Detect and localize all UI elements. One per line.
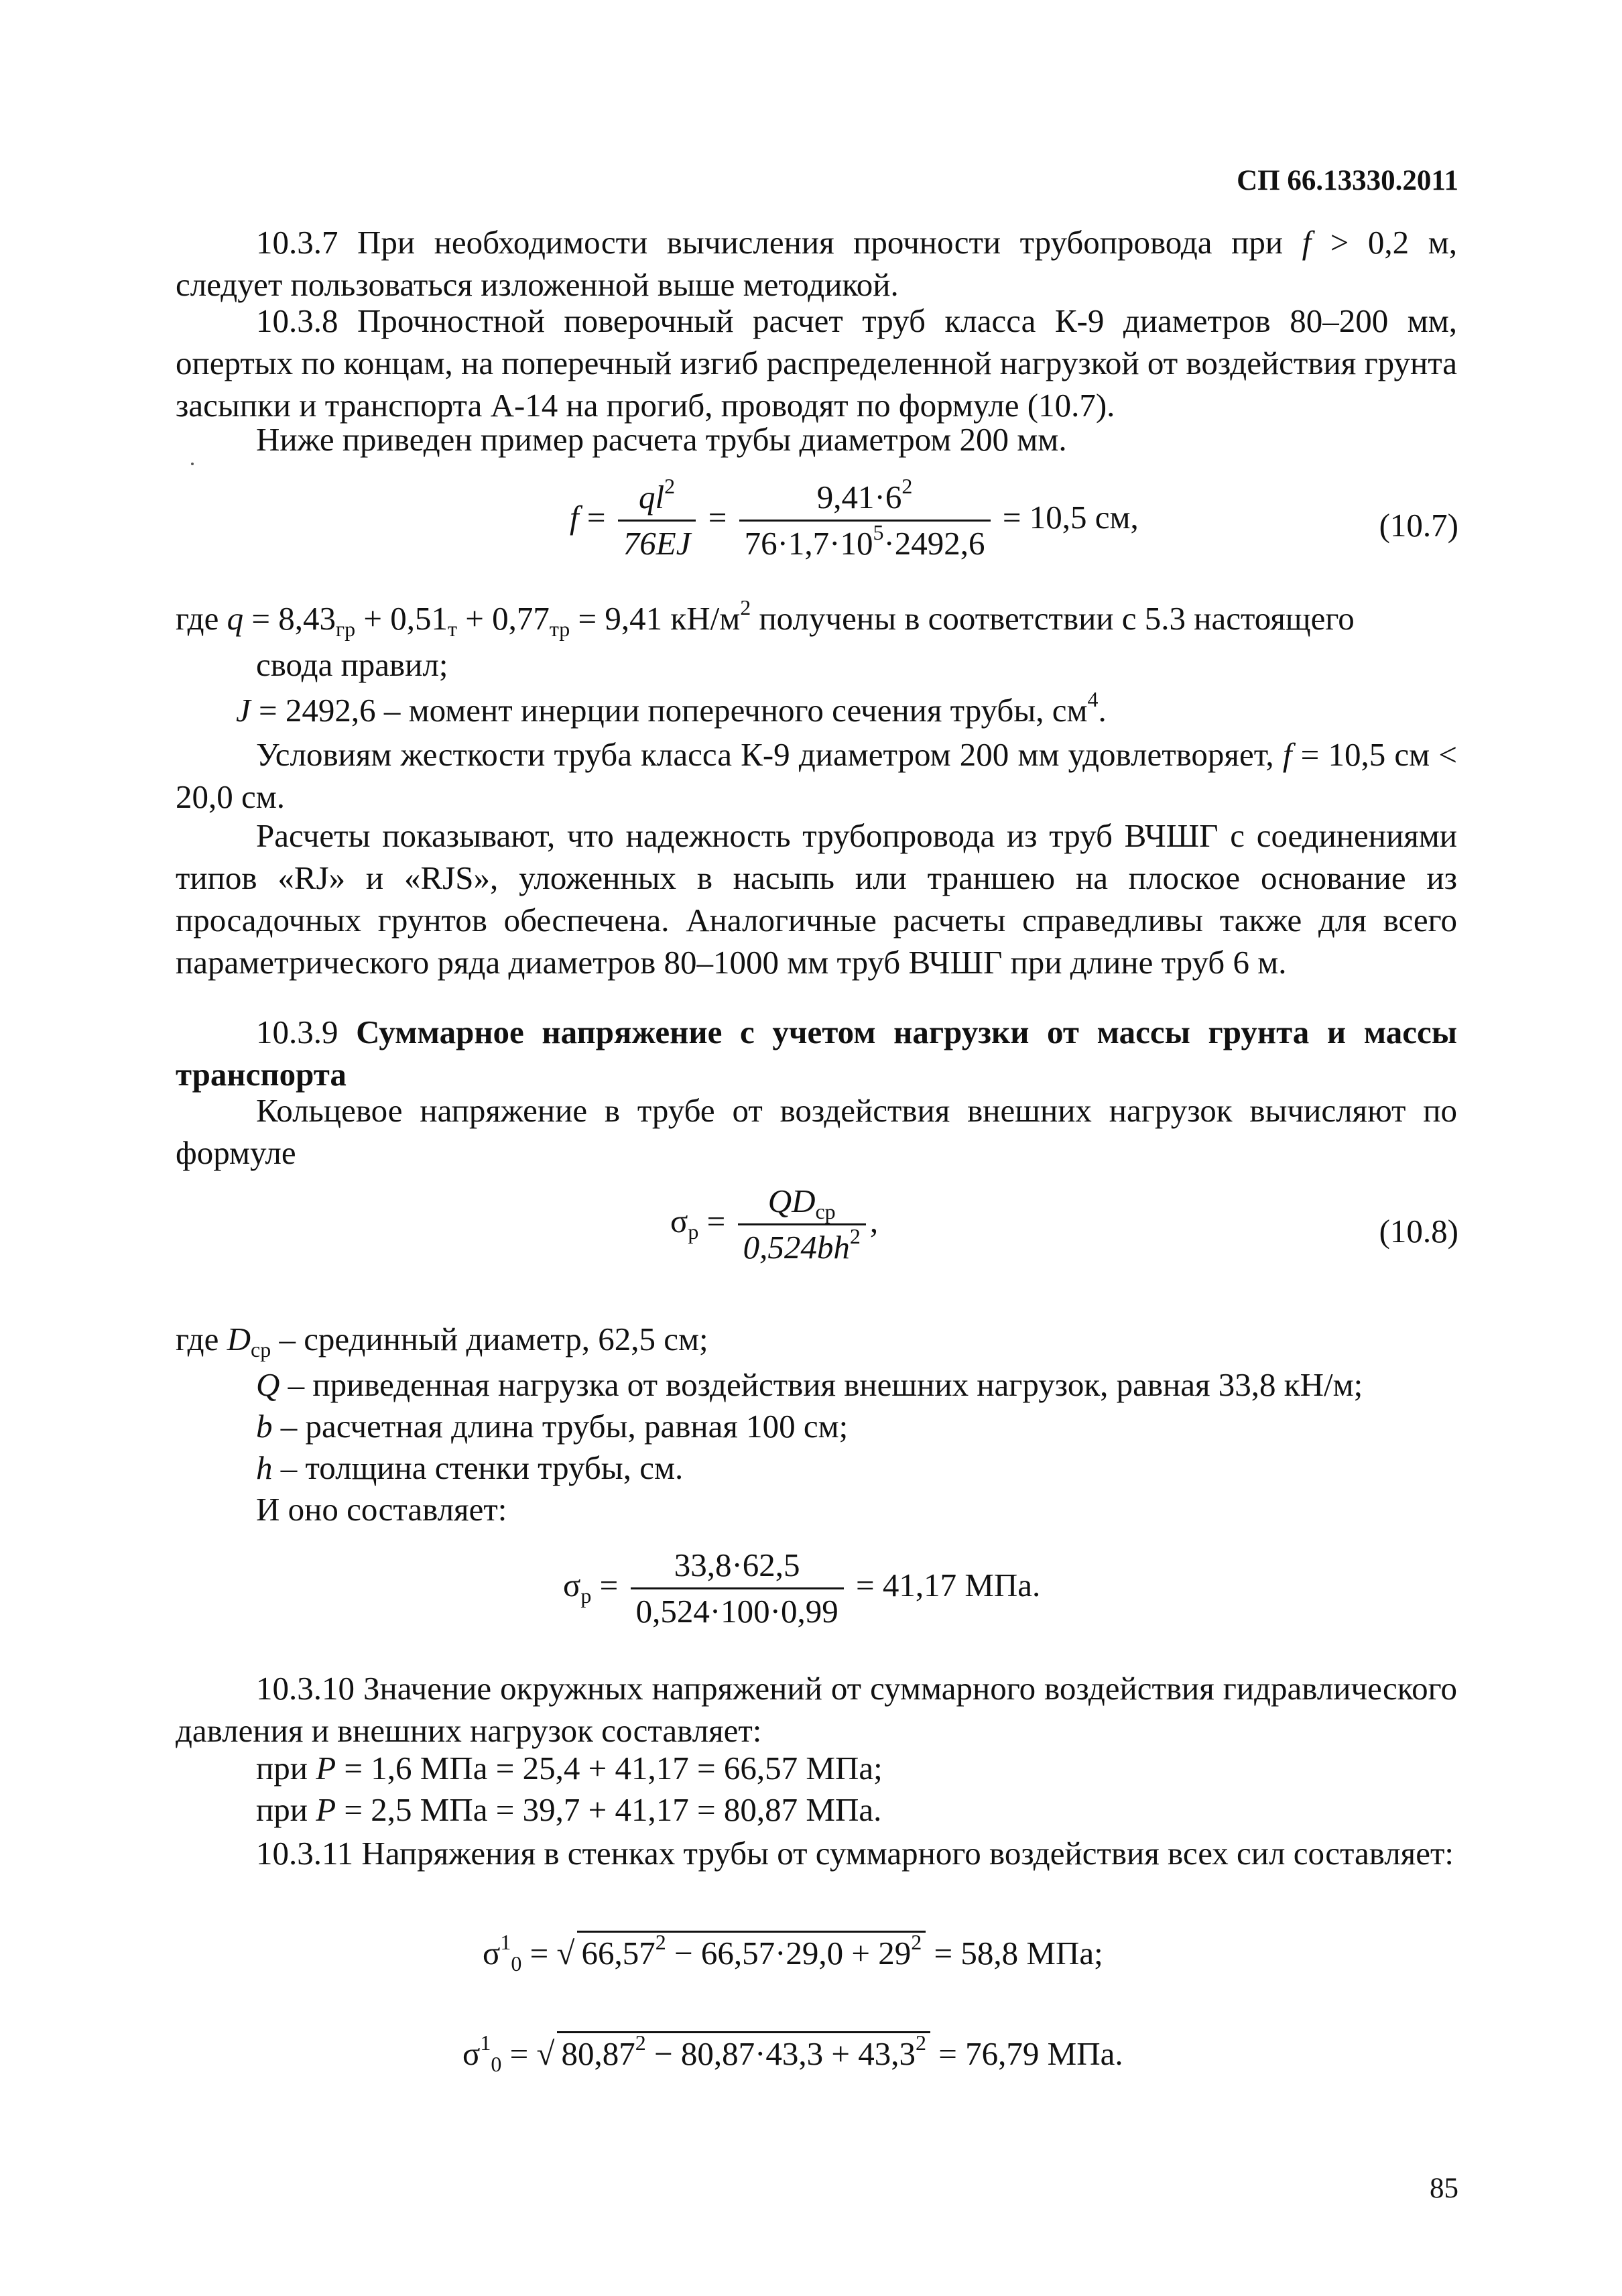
denominator: 0,524bh xyxy=(743,1229,850,1266)
document-header: СП 66.13330.2011 xyxy=(1237,165,1458,196)
definition-q-load: Q – приведенная нагрузка от воздействия внешних нагрузок, равная 33,8 кН/м; xyxy=(256,1366,1363,1403)
text-and-it-is: И оно составляет: xyxy=(256,1491,507,1528)
formula-result: = 41,17 МПа. xyxy=(855,1566,1041,1604)
page-number: 85 xyxy=(1430,2173,1458,2204)
formula-lhs: σ xyxy=(670,1202,688,1240)
square-root: $66,57^2 - 66,57\cdot 29,0 + 29^2$ xyxy=(577,1931,926,1972)
paragraph-stiffness: Условиям жесткости труба класса К-9 диаметром 200 мм удовлетворяет, f = 10,5 см < 20,0 см. xyxy=(176,736,1457,815)
fraction: $\frac{QD_{ср}}{0,524bh^2}$ xyxy=(738,1183,866,1266)
text: 10.3.7 При необходимости вычисления прочности трубопровода при xyxy=(256,224,1302,261)
paragraph-10-3-8: 10.3.8 Прочностной поверочный расчет труб класса К-9 диаметров 80–200 мм, опертых по концам, на поперечный изгиб распределенной нагрузкой от воздействия грунта засыпки и транспорта А-14 на прогиб, проводят по формуле (10.7). xyxy=(176,302,1457,424)
symbol-f: f xyxy=(1302,224,1312,261)
paragraph-10-3-10: 10.3.10 Значение окружных напряжений от суммарного воздействия гидравлического давления и внешних нагрузок составляет: xyxy=(176,1670,1457,1749)
symbol-b: b xyxy=(256,1408,273,1445)
formula-result: = 10,5 см, xyxy=(1002,498,1139,536)
paragraph-calculations: Расчеты показывают, что надежность трубопровода из труб ВЧШГ с соединениями типов «RJ» и «RJS», уложенных в насыпь или траншею на плоское основание из просадочных грунтов обеспечена. Аналогичные расчеты справедливы также для всего параметрического ряда диаметров 80–1000 мм труб ВЧШГ при длине труб 6 м. xyxy=(176,817,1457,981)
symbol-p: P xyxy=(316,1750,336,1787)
denominator: 0,524·100·0,99 xyxy=(635,1593,838,1630)
definition-j: J = 2492,6 – момент инерции поперечного сечения трубы, $см^4$. xyxy=(236,687,1107,729)
definition-q-cont: свода правил; xyxy=(256,646,448,683)
fraction: $\frac{ql^2}{76EJ}$ xyxy=(618,479,696,562)
formula-10-8: $\sigma_р$ = $\frac{QD_{ср}}{0,524bh^2}$ , xyxy=(670,1183,879,1266)
denominator: 76EJ xyxy=(623,525,691,562)
symbol-f: f xyxy=(1282,736,1292,773)
formula-lhs: σ xyxy=(462,2035,481,2072)
symbol-d: D xyxy=(227,1321,251,1357)
case-p-2-5: при P = 2,5 МПа = 39,7 + 41,17 = 80,87 МПа. xyxy=(256,1791,882,1828)
numerator: QD xyxy=(767,1183,816,1219)
symbol-q: Q xyxy=(256,1366,280,1403)
formula-sigma-0-first: $\sigma^1_0$ = √ $66,57^2 - 66,57\cdot 29,0 + 29^2 = 58,8$ МПа; xyxy=(483,1930,1103,1976)
fraction: $\frac{9,41\cdot 6^2}{76\cdot 1,7\cdot 10^5\cdot 2492,6}$ xyxy=(739,479,991,562)
symbol-p: P xyxy=(316,1791,336,1828)
paragraph-10-3-7 xyxy=(176,221,1457,306)
definition-d: где $D_{ср}$ – срединный диаметр, 62,5 см; xyxy=(176,1321,708,1362)
definition-h: h – толщина стенки трубы, см. xyxy=(256,1449,684,1486)
paragraph-ring-stress: Кольцевое напряжение в трубе от воздействия внешних нагрузок вычисляют по формуле xyxy=(176,1092,1457,1171)
formula-lhs: f xyxy=(570,498,579,536)
paragraph-example: Ниже приведен пример расчета трубы диаметром 200 мм. xyxy=(256,421,1067,458)
paragraph-10-3-11: 10.3.11 Напряжения в стенках трубы от суммарного воздействия всех сил составляет: xyxy=(256,1835,1454,1872)
equation-number: (10.8) xyxy=(1379,1213,1458,1250)
text: > 0,2 м, следует пользоваться изложенной выше методикой. xyxy=(176,224,1457,303)
formula-lhs: σ xyxy=(563,1566,581,1604)
case-p-1-6: при P = 1,6 МПа = 25,4 + 41,17 = 66,57 МПа; xyxy=(256,1750,883,1787)
formula-sigma-0-second: $\sigma^1_0$ = √ $80,87^2 - 80,87\cdot 43,3 + 43,3^2 = 76,79$ МПа. xyxy=(462,2031,1123,2076)
formula-lhs: σ xyxy=(483,1935,501,1972)
scan-speck xyxy=(191,463,194,465)
formula-10-7: f = $\frac{ql^2}{76EJ}$ = $\frac{9,41\cdot 6^2}{76\cdot 1,7\cdot 10^5\cdot 2492,6}$ = 10,5 см, xyxy=(570,474,1139,562)
symbol-q: q xyxy=(227,600,244,637)
symbol-j: J xyxy=(236,692,251,729)
square-root: $80,87^2 - 80,87\cdot 43,3 + 43,3^2$ xyxy=(557,2031,930,2073)
numerator: 33,8·62,5 xyxy=(631,1547,844,1589)
definition-b: b – расчетная длина трубы, равная 100 см; xyxy=(256,1408,849,1445)
equation-number: (10.7) xyxy=(1379,507,1458,544)
symbol-h: h xyxy=(256,1449,273,1486)
section-title: Суммарное напряжение с учетом нагрузки от массы грунта и массы транспорта xyxy=(176,1014,1458,1093)
numerator: 9,41·6 xyxy=(816,479,902,516)
numerator: ql xyxy=(639,479,665,516)
definition-q: где $q = 8,43_{гр} + 0,51_т + 0,77_{тр} = 9,41$ $кН/м^2$ получены в соответствии с 5.3 настоящего xyxy=(176,595,1355,641)
paragraph-10-3-9: 10.3.9 Суммарное напряжение с учетом нагрузки от массы грунта и массы транспорта xyxy=(176,1014,1458,1093)
denominator: 76·1,7·10 xyxy=(744,525,873,562)
fraction xyxy=(631,1547,844,1630)
formula-sigma-p: $\sigma_р$ = $\frac{33,8\cdot 62,5}{0,524\cdot 100\cdot 0,99}$ = 41,17 МПа. xyxy=(563,1547,1041,1630)
